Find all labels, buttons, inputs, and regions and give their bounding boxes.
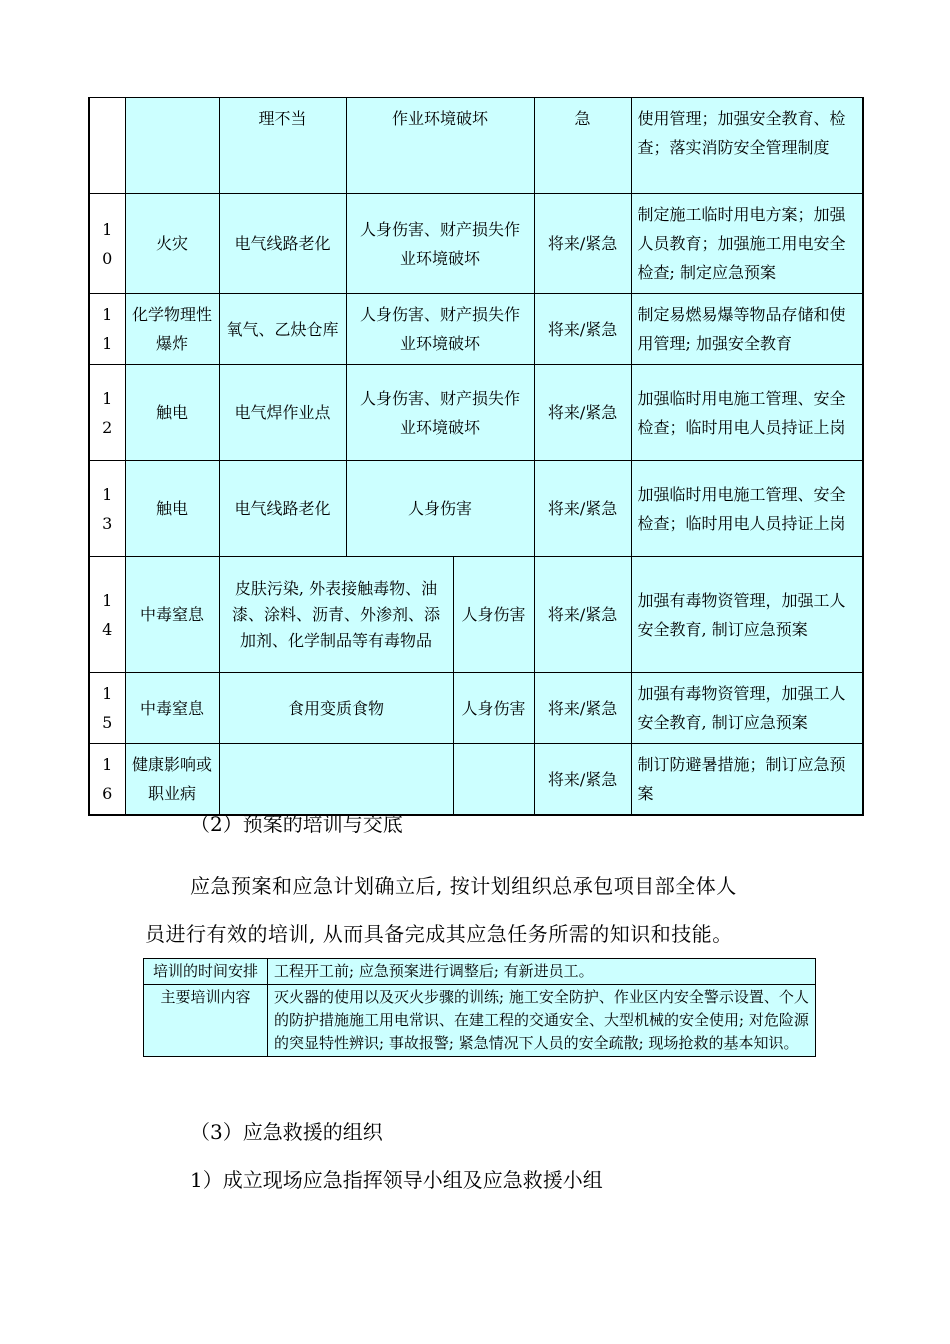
table-row bbox=[89, 294, 863, 365]
training-content-label: 主要培训内容 bbox=[144, 985, 268, 1057]
hazard-cell: 触电 bbox=[125, 461, 219, 557]
measures-cell: 制定易燃易爆等物品存储和使用管理; 加强安全教育 bbox=[631, 294, 863, 365]
table-row bbox=[89, 194, 863, 294]
section2-paragraph-line2: 员进行有效的培训, 从而具备完成其应急任务所需的知识和技能。 bbox=[145, 922, 733, 946]
time-cell: 将来/紧急 bbox=[534, 194, 631, 294]
row-number: 1 2 bbox=[89, 365, 125, 461]
source-cell: 电气线路老化 bbox=[219, 194, 346, 294]
measures-cell: 制定施工临时用电方案；加强人员教育；加强施工用电安全检查; 制定应急预案 bbox=[631, 194, 863, 294]
time-cell: 将来/紧急 bbox=[534, 673, 631, 744]
source-cell: 氧气、乙炔仓库 bbox=[219, 294, 346, 365]
training-time-value: 工程开工前; 应急预案进行调整后; 有新进员工。 bbox=[268, 959, 816, 985]
table-row bbox=[89, 365, 863, 461]
risk-table bbox=[88, 97, 864, 816]
table-row bbox=[89, 461, 863, 557]
table-row bbox=[89, 557, 863, 673]
table-row bbox=[144, 959, 816, 985]
row-number: 1 4 bbox=[89, 557, 125, 673]
consequence-cell: 人身伤害 bbox=[453, 673, 534, 744]
consequence-cell: 作业环境破坏 bbox=[346, 98, 534, 194]
measures-cell: 制订防避暑措施；制订应急预案 bbox=[631, 744, 863, 816]
measures-cell: 加强有毒物资管理，加强工人安全教育, 制订应急预案 bbox=[631, 557, 863, 673]
measures-cell: 加强临时用电施工管理、安全检查；临时用电人员持证上岗 bbox=[631, 461, 863, 557]
time-cell: 将来/紧急 bbox=[534, 461, 631, 557]
hazard-cell: 触电 bbox=[125, 365, 219, 461]
section3-sub-heading: 1）成立现场应急指挥领导小组及应急救援小组 bbox=[190, 1168, 603, 1192]
training-table bbox=[143, 958, 816, 1057]
measures-cell: 加强临时用电施工管理、安全检查；临时用电人员持证上岗 bbox=[631, 365, 863, 461]
table-row bbox=[89, 744, 863, 816]
time-cell: 将来/紧急 bbox=[534, 365, 631, 461]
time-cell: 将来/紧急 bbox=[534, 744, 631, 816]
source-cell: 电气线路老化 bbox=[219, 461, 346, 557]
source-cell: 食用变质食物 bbox=[219, 673, 453, 744]
consequence-cell: 人身伤害、财产损失作业环境破坏 bbox=[346, 294, 534, 365]
hazard-cell: 健康影响或职业病 bbox=[125, 744, 219, 816]
training-time-label: 培训的时间安排 bbox=[144, 959, 268, 985]
section2-heading: （2）预案的培训与交底 bbox=[190, 812, 403, 836]
time-cell: 将来/紧急 bbox=[534, 294, 631, 365]
table-row bbox=[89, 98, 863, 194]
row-number: 1 3 bbox=[89, 461, 125, 557]
hazard-cell: 中毒窒息 bbox=[125, 673, 219, 744]
measures-cell: 加强有毒物资管理，加强工人安全教育, 制订应急预案 bbox=[631, 673, 863, 744]
consequence-cell: 人身伤害、财产损失作业环境破坏 bbox=[346, 194, 534, 294]
row-number: 1 1 bbox=[89, 294, 125, 365]
section2-paragraph-line1: 应急预案和应急计划确立后, 按计划组织总承包项目部全体人 bbox=[190, 874, 737, 898]
consequence-cell: 人身伤害 bbox=[453, 557, 534, 673]
row-number: 1 6 bbox=[89, 744, 125, 816]
training-content-value: 灭火器的使用以及灭火步骤的训练; 施工安全防护、作业区内安全警示设置、个人的防护措施施工用电常识、在建工程的交通安全、大型机械的安全使用; 对危险源的突显特性辨识; 事故报警; 紧急情况下人员的安全疏散; 现场抢救的基本知识。 bbox=[268, 985, 816, 1057]
hazard-cell: 火灾 bbox=[125, 194, 219, 294]
hazard-cell: 化学物理性爆炸 bbox=[125, 294, 219, 365]
row-number: 1 5 bbox=[89, 673, 125, 744]
hazard-cell: 中毒窒息 bbox=[125, 557, 219, 673]
section3-heading: （3）应急救援的组织 bbox=[190, 1120, 383, 1144]
source-cell: 电气焊作业点 bbox=[219, 365, 346, 461]
table-row bbox=[144, 985, 816, 1057]
source-cell bbox=[219, 744, 453, 816]
consequence-cell: 人身伤害 bbox=[346, 461, 534, 557]
time-cell: 急 bbox=[534, 98, 631, 194]
consequence-cell bbox=[453, 744, 534, 816]
hazard-cell bbox=[125, 98, 219, 194]
row-number bbox=[89, 98, 125, 194]
time-cell: 将来/紧急 bbox=[534, 557, 631, 673]
row-number: 1 0 bbox=[89, 194, 125, 294]
source-cell: 理不当 bbox=[219, 98, 346, 194]
measures-cell: 使用管理；加强安全教育、检查；落实消防安全管理制度 bbox=[631, 98, 863, 194]
source-cell: 皮肤污染, 外表接触毒物、油漆、涂料、沥青、外渗剂、添加剂、化学制品等有毒物品 bbox=[219, 557, 453, 673]
consequence-cell: 人身伤害、财产损失作业环境破坏 bbox=[346, 365, 534, 461]
table-row bbox=[89, 673, 863, 744]
